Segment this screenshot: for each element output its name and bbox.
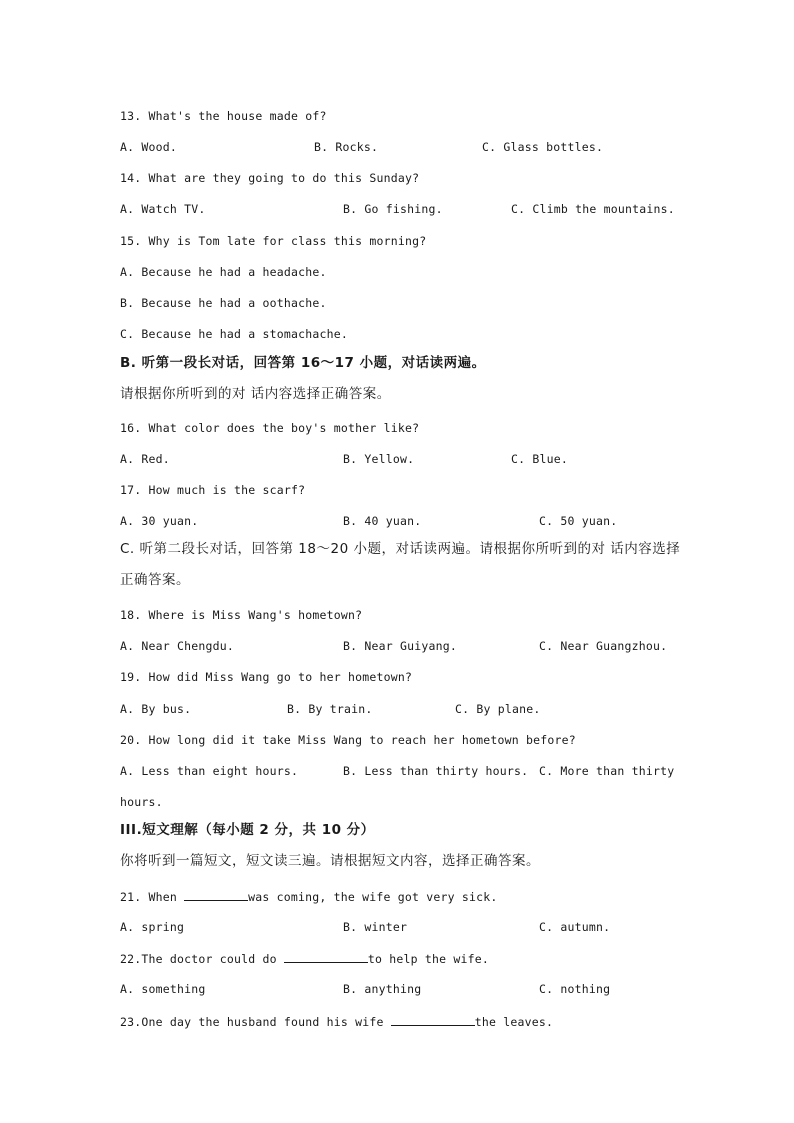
question-16-stem: 16. What color does the boy's mother like? bbox=[120, 421, 420, 435]
option-b: B. Rocks. bbox=[314, 140, 379, 154]
question-15-option-a: A. Because he had a headache. bbox=[120, 265, 327, 279]
option-a: A. By bus. bbox=[120, 702, 192, 716]
option-a: A. Less than eight hours. bbox=[120, 764, 299, 778]
stem-after: to help the wife. bbox=[367, 952, 489, 966]
section-b-instruction: 请根据你所听到的对 话内容选择正确答案。 bbox=[120, 386, 391, 402]
option-c: C. Near Guangzhou. bbox=[539, 639, 668, 653]
question-15-option-c: C. Because he had a stomachache. bbox=[120, 327, 348, 341]
option-a: A. something bbox=[120, 982, 206, 996]
section-c-instruction-line2: 正确答案。 bbox=[120, 572, 190, 588]
section-iii-instruction: 你将听到一篇短文，短文读三遍。请根据短文内容，选择正确答案。 bbox=[120, 853, 540, 869]
option-c: C. Climb the mountains. bbox=[511, 202, 675, 216]
option-b: B. Go fishing. bbox=[343, 202, 443, 216]
option-b: B. anything bbox=[343, 982, 422, 996]
answer-blank bbox=[391, 1013, 475, 1026]
question-20-stem: 20. How long did it take Miss Wang to reach her hometown before? bbox=[120, 733, 576, 747]
option-a: A. Watch TV. bbox=[120, 202, 206, 216]
section-c-instruction-line1: C. 听第二段长对话，回答第 18～20 小题，对话读两遍。请根据你所听到的对 话内容选择 bbox=[120, 541, 681, 557]
option-b: B. Less than thirty hours. bbox=[343, 764, 529, 778]
question-21-stem bbox=[120, 888, 497, 905]
option-c: C. autumn. bbox=[539, 920, 611, 934]
option-a: A. 30 yuan. bbox=[120, 514, 199, 528]
section-iii-heading: III.短文理解（每小题 2 分，共 10 分） bbox=[120, 822, 375, 838]
stem-before: 21. When bbox=[120, 890, 185, 904]
option-a: A. spring bbox=[120, 920, 185, 934]
question-15-option-b: B. Because he had a oothache. bbox=[120, 296, 327, 310]
option-b: B. Yellow. bbox=[343, 452, 415, 466]
option-c: C. Blue. bbox=[511, 452, 568, 466]
stem-before: 22.The doctor could do bbox=[120, 952, 284, 966]
question-15-stem: 15. Why is Tom late for class this morning? bbox=[120, 234, 427, 248]
option-c: C. Glass bottles. bbox=[482, 140, 604, 154]
option-c: C. nothing bbox=[539, 982, 611, 996]
stem-before: 23.One day the husband found his wife bbox=[120, 1015, 391, 1029]
question-19-stem: 19. How did Miss Wang go to her hometown? bbox=[120, 670, 413, 684]
option-b: B. 40 yuan. bbox=[343, 514, 422, 528]
stem-after: the leaves. bbox=[474, 1015, 554, 1029]
option-b: B. Near Guiyang. bbox=[343, 639, 457, 653]
option-b: B. winter bbox=[343, 920, 408, 934]
option-c: C. 50 yuan. bbox=[539, 514, 618, 528]
question-20-option-c-wrap: hours. bbox=[120, 795, 163, 809]
option-a: A. Near Chengdu. bbox=[120, 639, 234, 653]
answer-blank bbox=[184, 888, 248, 901]
option-a: A. Wood. bbox=[120, 140, 177, 154]
question-18-stem: 18. Where is Miss Wang's hometown? bbox=[120, 608, 363, 622]
question-17-stem: 17. How much is the scarf? bbox=[120, 483, 306, 497]
question-22-stem bbox=[120, 950, 489, 967]
question-23-stem bbox=[120, 1013, 553, 1030]
option-c: C. By plane. bbox=[455, 702, 541, 716]
option-b: B. By train. bbox=[287, 702, 373, 716]
option-c: C. More than thirty bbox=[539, 764, 675, 778]
stem-after: was coming, the wife got very sick. bbox=[248, 890, 498, 904]
answer-blank bbox=[284, 950, 368, 963]
option-a: A. Red. bbox=[120, 452, 170, 466]
question-13-stem: 13. What's the house made of? bbox=[120, 109, 327, 123]
question-14-stem: 14. What are they going to do this Sunday? bbox=[120, 171, 420, 185]
section-b-heading: B. 听第一段长对话，回答第 16～17 小题，对话读两遍。 bbox=[120, 355, 486, 371]
